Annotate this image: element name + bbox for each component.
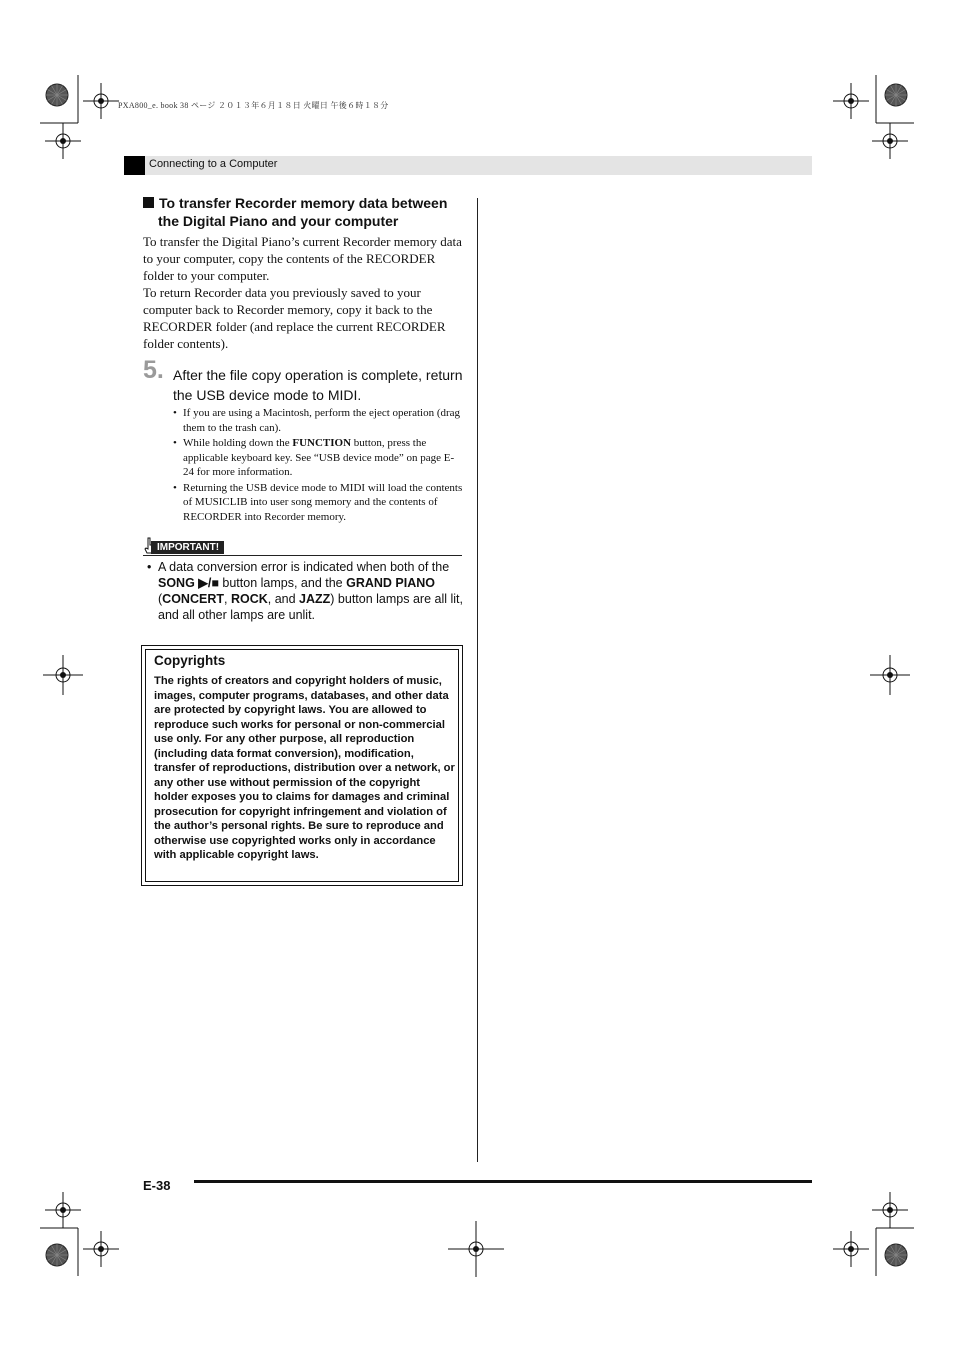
text: button, press the applicable keyboard key. See “USB device mode” on page E-24 for more information. (183, 437, 455, 478)
column-divider (477, 198, 478, 1162)
step-number: 5. (143, 356, 164, 384)
text-run: ) button lamps are all lit, and all other lamps are unlit. (158, 592, 463, 622)
important-note (147, 559, 463, 623)
bold-term: CONCERT (162, 592, 224, 606)
text-run: , (223, 592, 231, 606)
section-heading (143, 194, 465, 230)
list-item (173, 436, 465, 480)
crosshair-dot (473, 1246, 479, 1252)
copyrights-title: Copyrights (154, 653, 226, 668)
step-text: After the file copy operation is complete, return the USB device mode to MIDI. (173, 367, 463, 403)
text-run: , and (267, 592, 300, 606)
crosshair-dot (887, 672, 893, 678)
footer-rule (194, 1180, 812, 1183)
bold-term: ROCK (230, 592, 268, 606)
function-button-name: FUNCTION (292, 437, 352, 449)
important-text (147, 559, 463, 623)
file-meta: PXA800_e. book 38 ページ ２０１３年６月１８日 火曜日 午後６時１８分 (118, 101, 389, 110)
important-heading (143, 537, 462, 556)
text-run: button lamps, and the (218, 576, 347, 590)
crosshair-dot (887, 138, 893, 144)
crosshair-dot (60, 138, 66, 144)
list-item: • Returning the USB device mode to MIDI will load the contents of MUSICLIB into user song memory and the contents of RECORDER into Recorder memory. (173, 481, 465, 525)
crosshair-dot (98, 98, 104, 104)
bold-term: GRAND PIANO (346, 576, 435, 590)
crosshair-dot (60, 1207, 66, 1213)
page-number: E-38 (143, 1178, 171, 1193)
square-bullet-icon (143, 197, 154, 208)
bold-term: JAZZ (299, 592, 331, 606)
bold-term: SONG ▶/■ (158, 576, 219, 590)
step-notes (173, 406, 465, 525)
header-block (124, 156, 145, 175)
text: While holding down the (183, 437, 293, 449)
crosshair-dot (848, 1246, 854, 1252)
copyrights-body: The rights of creators and copyright holders of music, images, computer programs, databases, and other data are protected by copyright laws. You are allowed to reproduce such works for personal or non-commercial use only. For any other purpose, all reproduction (including data format conversion), modification, transfer of reproductions, distribution over a network, or any other use without permission of the copyright holder exposes you to claims for damages and criminal prosecution for copyright infringement and violation of the author’s personal rights. Be sure to reproduce and otherwise use copyrighted works only in accordance with applicable copyright laws. (154, 675, 455, 861)
text-run: A data conversion error is indicated when both of the (158, 560, 450, 574)
important-badge: IMPORTANT! (151, 541, 224, 554)
paragraph: To return Recorder data you previously saved to your computer back to Recorder memory, copy it back to the RECORDER folder (and replace the current RECORDER folder contents). (143, 285, 446, 351)
crosshair-dot (60, 672, 66, 678)
paragraph: To transfer the Digital Piano’s current Recorder memory data to your computer, copy the contents of the RECORDER folder to your computer. (143, 234, 462, 283)
header-section-title: Connecting to a Computer (149, 158, 278, 170)
section-heading-line2: the Digital Piano and your computer (158, 213, 399, 229)
text-run: ( (158, 592, 163, 606)
crosshair-dot (98, 1246, 104, 1252)
crosshair-dot (848, 98, 854, 104)
list-item: • If you are using a Macintosh, perform the eject operation (drag them to the trash can). (173, 406, 465, 435)
crosshair-dot (887, 1207, 893, 1213)
section-heading-line1: To transfer Recorder memory data between (159, 195, 448, 211)
section-body (143, 233, 465, 352)
bullet: • (147, 560, 152, 574)
important-rule (143, 555, 462, 556)
